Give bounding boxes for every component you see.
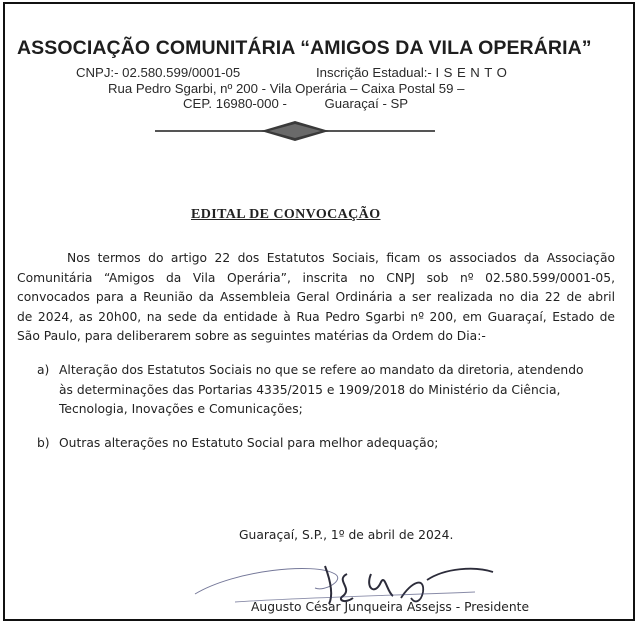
- document-page: [3, 2, 635, 621]
- agenda-item-line: Alteração dos Estatutos Sociais no que se refere ao mandato da diretoria, atendendo: [59, 363, 584, 377]
- agenda-item-line: Outras alterações no Estatuto Social para melhor adequação;: [59, 436, 439, 450]
- document-title: EDITAL DE CONVOCAÇÃO: [191, 207, 381, 222]
- agenda-item-letter: a): [37, 363, 50, 377]
- convocation-paragraph: [17, 249, 615, 347]
- header-divider-left: [155, 130, 265, 132]
- paragraph-line: de 2024, as 20h00, na sede da entidade à Rua Pedro Sgarbi nº 200, em Guaraçaí, Estado de: [17, 309, 615, 324]
- agenda-item-line: Tecnologia, Inovações e Comunicações;: [59, 402, 303, 416]
- agenda-item-text: [59, 434, 624, 454]
- organization-name: ASSOCIAÇÃO COMUNITÁRIA “AMIGOS DA VILA OPERÁRIA”: [17, 37, 592, 59]
- signer-name: Augusto César Junqueira Assejss - Presidente: [251, 600, 530, 614]
- state-registration-label: Inscrição Estadual:-: [316, 65, 432, 80]
- paragraph-line: Comunitária “Amigos da Vila Operária”, inscrita no CNPJ sob nº 02.580.599/0001-05,: [17, 270, 615, 285]
- state-registration: [316, 65, 511, 80]
- date-line: Guaraçaí, S.P., 1º de abril de 2024.: [239, 528, 454, 542]
- agenda-item-text: [59, 361, 624, 420]
- paragraph-line: convocados para a Reunião da Assembleia Geral Ordinária a ser realizada no dia 22 de abril: [17, 290, 615, 304]
- agenda-item-line: às determinações das Portarias 4335/2015 e 1909/2018 do Ministério da Ciência,: [59, 382, 561, 397]
- paragraph-line: Nos termos do artigo 22 dos Estatutos Sociais, ficam os associados da Associação: [67, 251, 615, 265]
- paragraph-line: São Paulo, para deliberarem sobre as seguintes matérias da Ordem do Dia:-: [17, 329, 486, 343]
- address-line: Rua Pedro Sgarbi, nº 200 - Vila Operária – Caixa Postal 59 –: [108, 81, 465, 96]
- city-value: Guaraçaí - SP: [324, 96, 409, 111]
- agenda-item-letter: b): [37, 436, 50, 450]
- cnpj-line: CNPJ:- 02.580.599/0001-05: [76, 65, 241, 80]
- diamond-ornament-icon: [261, 120, 329, 142]
- cep-line: [183, 96, 408, 111]
- cep-value: CEP. 16980-000 -: [183, 96, 287, 111]
- header-divider-right: [325, 130, 435, 132]
- state-registration-value: ISENTO: [435, 65, 512, 80]
